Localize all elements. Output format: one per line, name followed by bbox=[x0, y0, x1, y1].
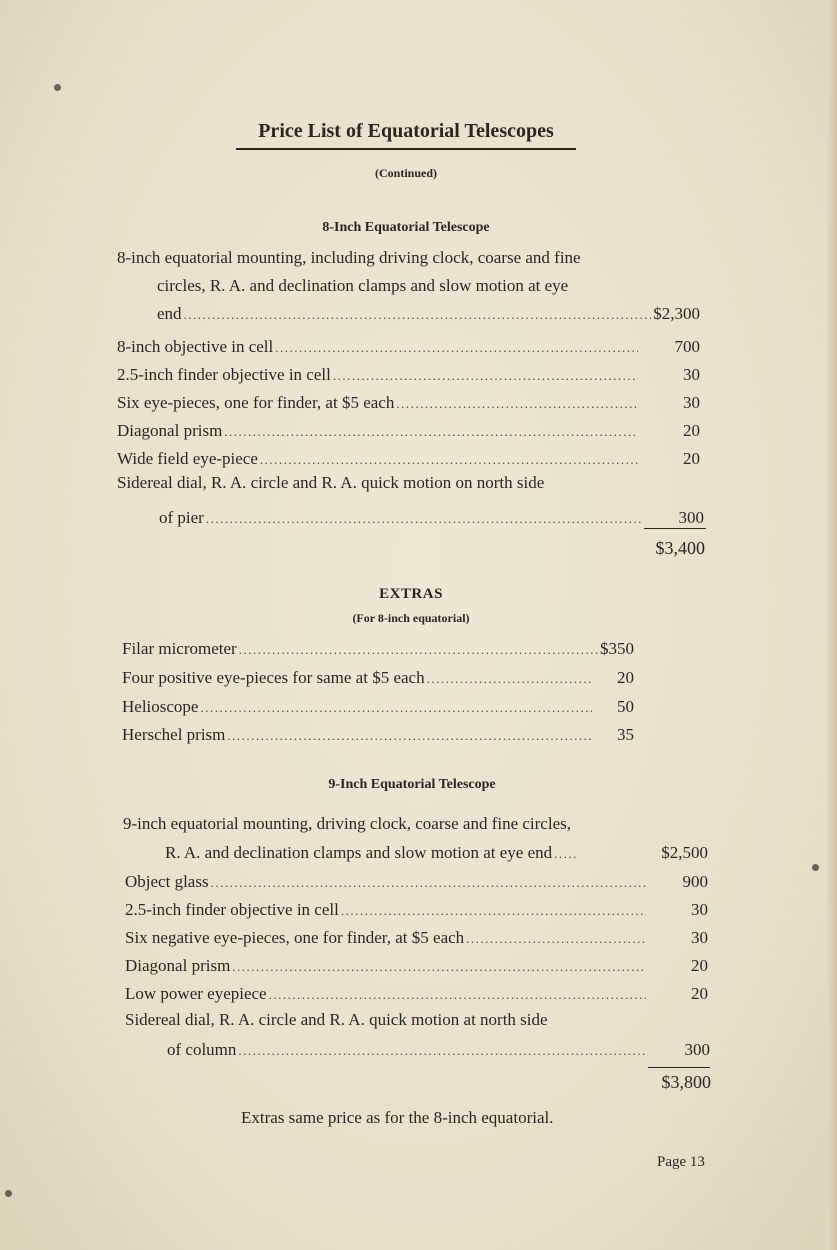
section-heading-9-inch: 9-Inch Equatorial Telescope bbox=[328, 777, 496, 792]
price-row bbox=[125, 980, 708, 1008]
item-label: Wide field eye-piece bbox=[117, 449, 258, 468]
extras-heading: EXTRAS bbox=[379, 586, 443, 602]
leader-dots bbox=[200, 694, 592, 722]
leader-dots bbox=[238, 1037, 648, 1065]
item-price: 20 bbox=[683, 421, 700, 440]
item-price: 35 bbox=[617, 725, 634, 744]
item-price: 50 bbox=[617, 697, 634, 716]
leader-dots bbox=[260, 446, 638, 474]
item-label: Filar micrometer bbox=[122, 639, 237, 658]
item-label: end bbox=[157, 304, 182, 323]
item-label: R. A. and declination clamps and slow motion at eye end bbox=[165, 843, 553, 862]
item-price: 30 bbox=[691, 900, 708, 919]
item-label: Low power eyepiece bbox=[125, 984, 267, 1003]
mounting-description-line: 9-inch equatorial mounting, driving clock, coarse and fine circles, bbox=[123, 814, 571, 833]
price-row bbox=[117, 333, 700, 361]
extras-note: Extras same price as for the 8-inch equatorial. bbox=[241, 1108, 554, 1127]
item-label: Diagonal prism bbox=[117, 421, 223, 440]
item-label: Six eye-pieces, one for finder, at $5 each bbox=[117, 393, 395, 412]
page-subtitle: (Continued) bbox=[374, 166, 437, 180]
extras-row bbox=[122, 693, 634, 721]
item-label: Object glass bbox=[125, 872, 209, 891]
price-row bbox=[117, 389, 700, 417]
price-row-dial bbox=[159, 504, 704, 532]
item-price: 30 bbox=[683, 393, 700, 412]
item-price: 700 bbox=[674, 337, 700, 356]
item-label: Six negative eye-pieces, one for finder, at $5 each bbox=[125, 928, 465, 947]
item-label: of column bbox=[167, 1040, 237, 1059]
price-row-mounting bbox=[165, 839, 708, 867]
page-title: Price List of Equatorial Telescopes bbox=[258, 120, 554, 142]
leader-dots bbox=[466, 925, 646, 953]
item-price: 20 bbox=[617, 668, 634, 687]
extras-row bbox=[122, 664, 634, 692]
item-price: 30 bbox=[691, 928, 708, 947]
leader-dots bbox=[206, 505, 642, 533]
binding-hole bbox=[812, 864, 819, 871]
leader-dots bbox=[224, 418, 638, 446]
leader-dots bbox=[211, 869, 646, 897]
binding-hole bbox=[5, 1190, 12, 1197]
mounting-description-line: 8-inch equatorial mounting, including driving clock, coarse and fine bbox=[117, 248, 581, 267]
total-price-8-inch: $3,400 bbox=[655, 538, 705, 558]
title-underline bbox=[236, 148, 576, 150]
item-label: Four positive eye-pieces for same at $5 each bbox=[122, 668, 425, 687]
total-rule bbox=[648, 1067, 710, 1068]
leader-dots bbox=[184, 301, 652, 329]
leader-dots bbox=[427, 665, 592, 693]
item-price: $2,500 bbox=[661, 843, 708, 862]
total-rule bbox=[644, 528, 706, 529]
price-row bbox=[125, 924, 708, 952]
item-label: Helioscope bbox=[122, 697, 199, 716]
item-label: 8-inch objective in cell bbox=[117, 337, 274, 356]
leader-dots bbox=[396, 390, 638, 418]
price-row-mounting bbox=[157, 300, 700, 328]
item-price: 20 bbox=[683, 449, 700, 468]
price-row bbox=[125, 868, 708, 896]
item-label: 2.5-inch finder objective in cell bbox=[125, 900, 339, 919]
price-row bbox=[125, 952, 708, 980]
item-price: 20 bbox=[691, 984, 708, 1003]
leader-dots bbox=[239, 636, 598, 664]
price-row bbox=[117, 361, 700, 389]
price-row-dial bbox=[167, 1036, 710, 1064]
item-price: 300 bbox=[684, 1040, 710, 1059]
extras-row bbox=[122, 635, 634, 663]
leader-dots bbox=[275, 334, 638, 362]
dial-description-line: Sidereal dial, R. A. circle and R. A. quick motion on north side bbox=[117, 473, 545, 492]
price-row bbox=[117, 445, 700, 473]
item-price: 30 bbox=[683, 365, 700, 384]
section-heading-8-inch: 8-Inch Equatorial Telescope bbox=[322, 220, 490, 235]
item-label: Diagonal prism bbox=[125, 956, 231, 975]
extras-subheading: (For 8-inch equatorial) bbox=[352, 611, 470, 625]
item-price: $2,300 bbox=[653, 304, 700, 323]
dial-description-line: Sidereal dial, R. A. circle and R. A. quick motion at north side bbox=[125, 1010, 548, 1029]
mounting-description-line: circles, R. A. and declination clamps and slow motion at eye bbox=[157, 276, 569, 295]
item-price: 900 bbox=[682, 872, 708, 891]
page-edge bbox=[827, 0, 837, 1250]
item-price: 300 bbox=[678, 508, 704, 527]
extras-row bbox=[122, 721, 634, 749]
item-price: 20 bbox=[691, 956, 708, 975]
leader-dots bbox=[232, 953, 646, 981]
item-price: $350 bbox=[600, 639, 634, 658]
leader-dots bbox=[333, 362, 638, 390]
leader-dots bbox=[341, 897, 646, 925]
item-label: of pier bbox=[159, 508, 204, 527]
binding-hole bbox=[54, 84, 61, 91]
total-price-9-inch: $3,800 bbox=[661, 1072, 711, 1092]
leader-dots bbox=[227, 722, 592, 750]
leader-dots bbox=[554, 840, 576, 868]
item-label: 2.5-inch finder objective in cell bbox=[117, 365, 331, 384]
page-number: Page 13 bbox=[657, 1154, 705, 1170]
price-row bbox=[125, 896, 708, 924]
price-row bbox=[117, 417, 700, 445]
leader-dots bbox=[269, 981, 646, 1009]
item-label: Herschel prism bbox=[122, 725, 226, 744]
